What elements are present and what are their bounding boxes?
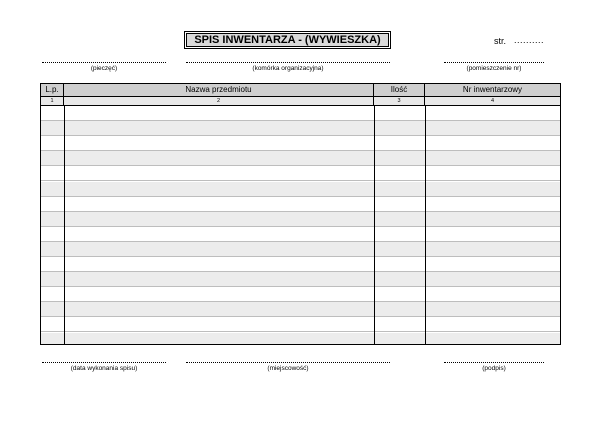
column-divider [425,106,426,344]
column-divider [64,106,65,344]
table-row[interactable] [41,287,560,302]
room-field[interactable] [444,62,544,72]
table-row[interactable] [41,197,560,212]
department-label: (komórka organizacyjna) [252,65,324,72]
table-row[interactable] [41,272,560,287]
table-row[interactable] [41,151,560,166]
date-label: (data wykonania spisu) [70,365,138,372]
document-title: SPIS INWENTARZA - (WYWIESZKA) [184,31,391,49]
department-field[interactable] [186,62,390,72]
table-row[interactable] [41,212,560,227]
col-number-1: 1 [41,97,64,105]
table-row[interactable] [41,227,560,242]
col-header-inventory-no: Nr inwentarzowy [462,85,523,94]
table-body [41,106,560,344]
table-row[interactable] [41,166,560,181]
col-header-quantity: Ilość [374,84,425,96]
date-field[interactable] [42,362,166,372]
room-label: (pomieszczenie nr) [466,65,522,72]
place-field[interactable] [186,362,390,372]
col-header-lp: L.p. [41,84,64,96]
table-row[interactable] [41,121,560,136]
page-number-field[interactable]: .......... [514,35,545,45]
col-number-2: 2 [64,97,374,105]
table-row[interactable] [41,317,560,332]
inventory-table [40,83,561,345]
page-label: str. [494,36,507,46]
signature-field[interactable] [444,362,544,372]
column-divider [374,106,375,344]
col-header-name: Nazwa przedmiotu [64,84,374,96]
table-row[interactable] [41,302,560,317]
table-row[interactable] [41,182,560,197]
stamp-field[interactable] [42,62,166,72]
table-row[interactable] [41,333,560,346]
table-row[interactable] [41,136,560,151]
stamp-label: (pieczęć) [90,65,118,72]
col-number-4: 4 [490,98,495,104]
table-row[interactable] [41,242,560,257]
signature-label: (podpis) [482,365,506,372]
place-label: (miejscowość) [267,365,309,372]
table-header [41,84,560,97]
col-number-3: 3 [374,97,425,105]
column-numbers-row [41,97,560,106]
table-row[interactable] [41,106,560,121]
table-row[interactable] [41,257,560,272]
